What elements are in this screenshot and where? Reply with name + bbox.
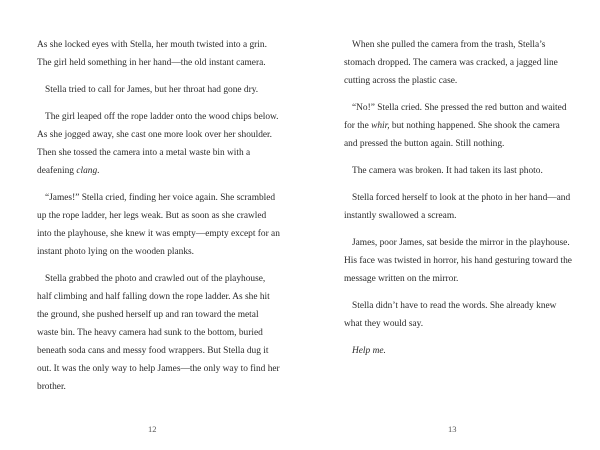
paragraph-text: but nothing happened. She shook the camera and pressed the button again. Still nothing. <box>344 121 560 149</box>
paragraph-text: “No!” Stella cried. She pressed the red button and waited for the <box>344 103 567 131</box>
paragraph: When she pulled the camera from the trash, Stella’s stomach dropped. The camera was cracked, a jagged line cutting across the plastic case. <box>344 40 558 86</box>
paragraph: Stella grabbed the photo and crawled out of the playhouse, half climbing and half falling down the rope ladder. As she hit the ground, she pushed herself up and ran toward the metal waste bin. The heavy camera had sunk to the bottom, buried beneath soda cans and messy food wrappers. But Stella dug it out. It was the only way to help James—the only way to find her brother. <box>37 274 280 392</box>
emphasis-text: clang <box>76 166 98 176</box>
paragraph <box>344 342 572 360</box>
punctuation: . <box>97 166 100 176</box>
paragraph: James, poor James, sat beside the mirror in the playhouse. His face was twisted in horror, his hand gesturing toward the message written on the mirror. <box>344 238 572 284</box>
paragraph: Stella tried to call for James, but her throat had gone dry. <box>45 85 259 95</box>
emphasis-text: Help me. <box>352 346 386 356</box>
paragraph: As she locked eyes with Stella, her mouth twisted into a grin. The girl held something in her hand—the old instant camera. <box>37 40 267 68</box>
right-page-text <box>344 36 572 369</box>
paragraph-text: The girl leaped off the rope ladder onto the wood chips below. As she jogged away, she cast one more look over her shoulder. Then she tossed the camera into a metal waste bin with a deafening <box>37 112 279 176</box>
paragraph <box>37 108 280 180</box>
right-page <box>300 0 600 450</box>
left-page-text <box>37 36 280 405</box>
page-number: 13 <box>448 424 457 434</box>
paragraph: The camera was broken. It had taken its last photo. <box>352 166 543 176</box>
paragraph: Stella forced herself to look at the photo in her hand—and instantly swallowed a scream. <box>344 193 571 221</box>
emphasis-text: whir, <box>371 121 390 131</box>
paragraph: “James!” Stella cried, finding her voice again. She scrambled up the rope ladder, her legs weak. But as soon as she crawled into the playhouse, she knew it was empty—empty except for an instant photo lying on the wooden planks. <box>37 193 280 257</box>
paragraph <box>344 99 572 153</box>
page-number: 12 <box>148 424 157 434</box>
paragraph: Stella didn’t have to read the words. She already knew what they would say. <box>344 301 557 329</box>
